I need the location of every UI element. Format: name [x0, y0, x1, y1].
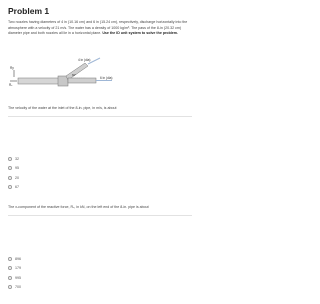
problem-title: Problem 1 — [8, 6, 50, 16]
question-2-option[interactable] — [8, 254, 68, 264]
question-2-options — [8, 254, 68, 292]
question-2-option[interactable] — [8, 264, 68, 274]
radio-button[interactable] — [8, 285, 12, 289]
question-2-divider — [8, 215, 192, 216]
option-label: 32 — [15, 156, 19, 161]
option-label: 95 — [15, 166, 19, 171]
problem-statement — [8, 20, 194, 37]
radio-button[interactable] — [8, 266, 12, 270]
lower-nozzle — [68, 78, 96, 83]
radio-button[interactable] — [8, 257, 12, 261]
radio-button[interactable] — [8, 276, 12, 280]
label-angle: 60° — [72, 73, 77, 77]
question-1-option[interactable] — [8, 164, 68, 174]
radio-button[interactable] — [8, 157, 12, 161]
question-2-option[interactable] — [8, 273, 68, 283]
question-1-text: The velocity of the water at the inlet of the 8-in. pipe, in m/s, is about — [8, 106, 117, 110]
question-2-option[interactable] — [8, 283, 68, 293]
upper-nozzle — [66, 63, 88, 80]
radio-button[interactable] — [8, 166, 12, 170]
label-bottom: 6 in (dia) — [100, 76, 113, 80]
label-rx: Rₓ — [9, 83, 13, 87]
option-label: 896 — [15, 256, 21, 261]
label-ry: Ry — [10, 66, 14, 70]
question-1-option[interactable] — [8, 173, 68, 183]
radio-button[interactable] — [8, 176, 12, 180]
question-1-options — [8, 154, 68, 192]
option-label: 179 — [15, 266, 21, 271]
question-1-divider — [8, 116, 192, 117]
option-label: 995 — [15, 275, 21, 280]
main-pipe — [18, 78, 60, 84]
label-top: 4 in (dia) — [78, 58, 91, 62]
question-2-text: The x-component of the reactive force, Rₓ, in kN, on the left end of the 8-in. pipe is about — [8, 205, 149, 209]
nozzle-diagram — [8, 56, 148, 96]
option-label: 700 — [15, 285, 21, 290]
problem-intro-text: Two nozzles having diameters of 4 in (10.16 cm) and 6 in (15.24 cm), respectively, discharge horizontally into the atmosphere with a velocity of 21 m/s. The water has a density of 1000 kg/m³. The pass of the 8-in (20.32 cm) diameter pipe and both nozzles all lie in a horizontal plane. — [8, 20, 188, 35]
option-label: 20 — [15, 175, 19, 180]
option-label: 67 — [15, 185, 19, 190]
question-1-option[interactable] — [8, 183, 68, 193]
question-1-option[interactable] — [8, 154, 68, 164]
problem-intro-bold: Use the ID unit system to solve the problem. — [102, 31, 178, 35]
radio-button[interactable] — [8, 185, 12, 189]
